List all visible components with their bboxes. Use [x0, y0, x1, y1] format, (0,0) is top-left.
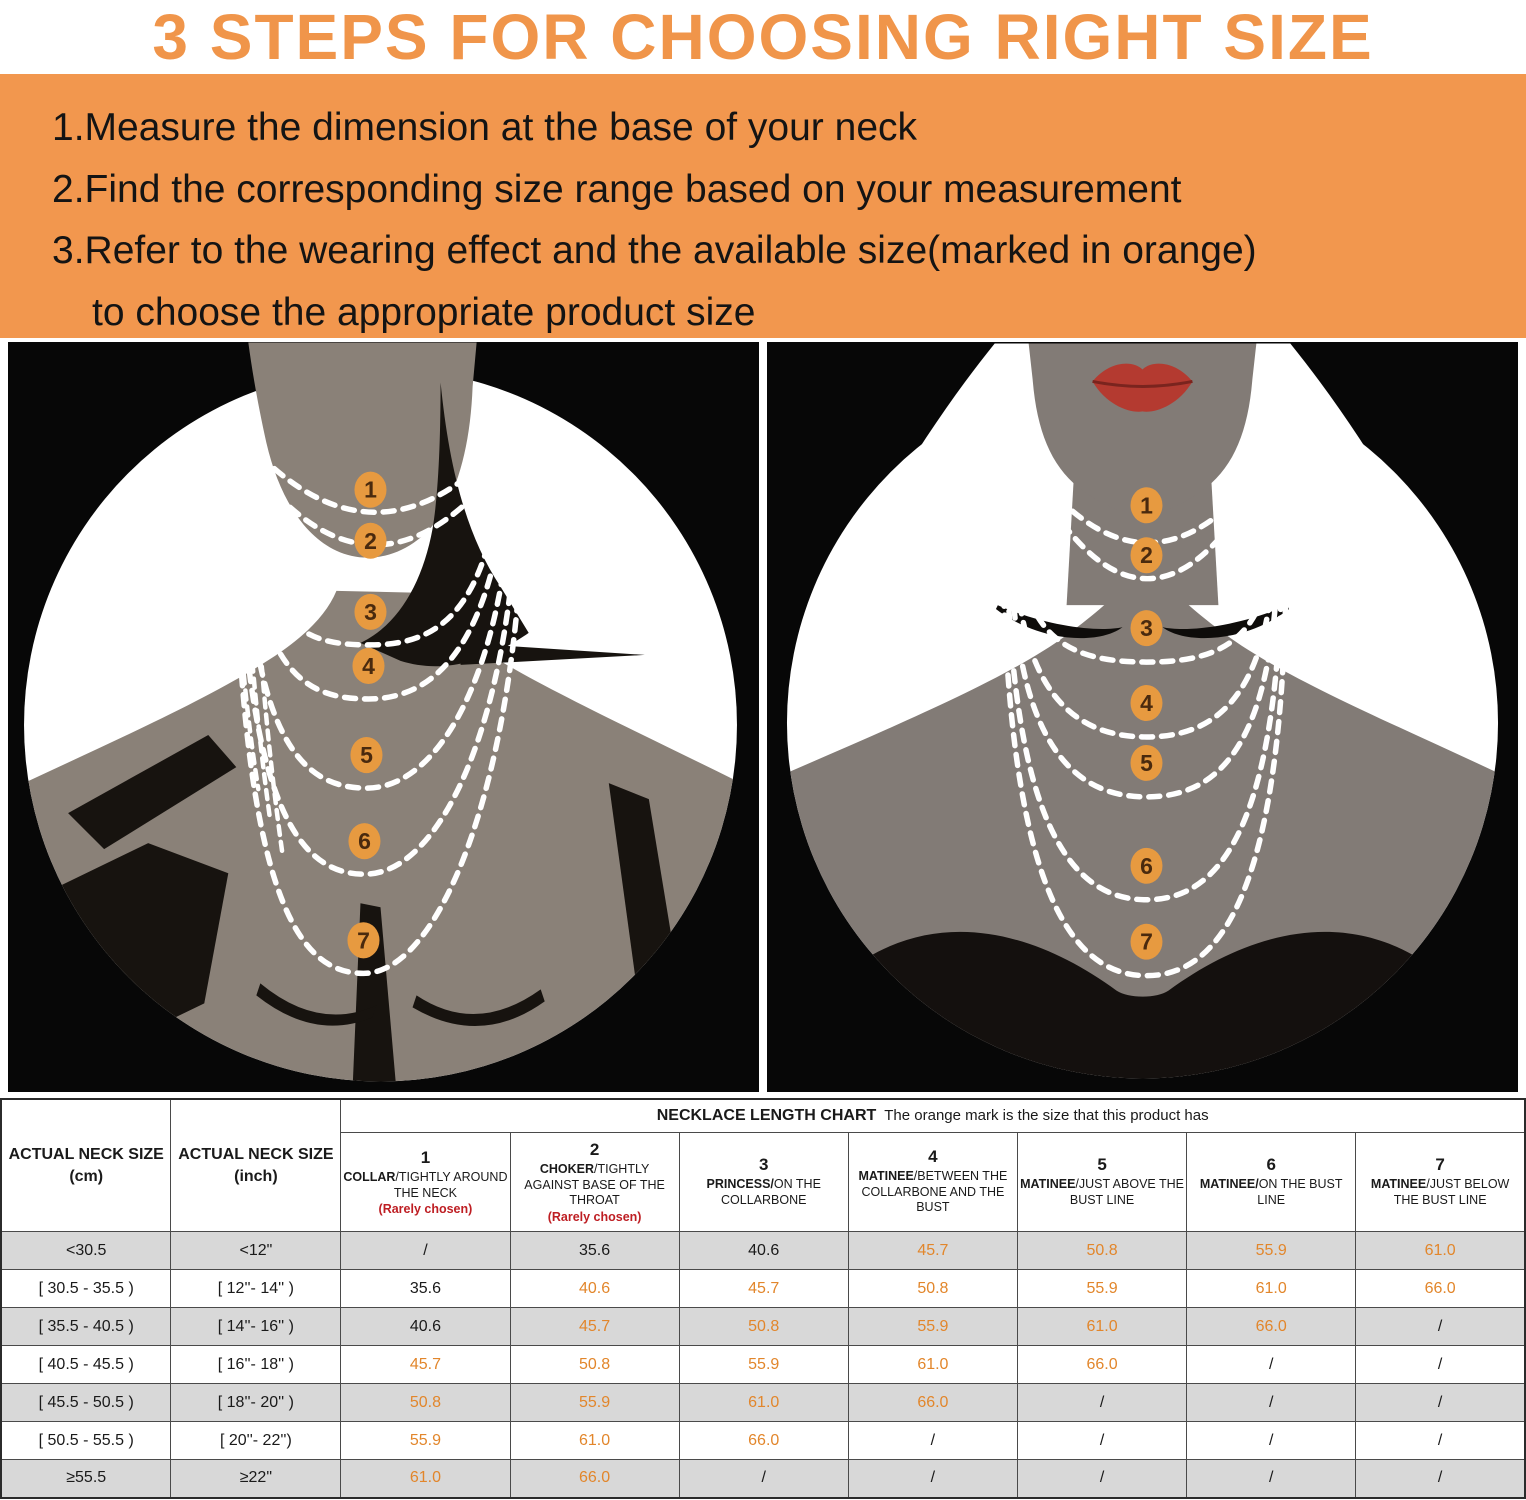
svg-text:1: 1 [364, 476, 377, 503]
length-value-cell: 50.8 [1017, 1232, 1186, 1270]
length-value-cell: 61.0 [848, 1346, 1017, 1384]
svg-text:7: 7 [1140, 928, 1153, 955]
length-value-cell: 66.0 [679, 1422, 848, 1460]
neck-size-inch-cell: [ 12''- 14'' ) [171, 1270, 341, 1308]
neck-size-cm-cell: <30.5 [1, 1232, 171, 1270]
length-value-cell: 61.0 [679, 1384, 848, 1422]
length-value-cell: 55.9 [1187, 1232, 1356, 1270]
length-value-cell: 45.7 [341, 1346, 510, 1384]
length-value-cell: 40.6 [341, 1308, 510, 1346]
length-value-cell: / [1017, 1460, 1186, 1498]
length-value-cell: / [1356, 1384, 1525, 1422]
col-header-princess: 3 PRINCESS/ON THE COLLARBONE [679, 1133, 848, 1232]
length-value-cell: 61.0 [1017, 1308, 1186, 1346]
length-value-cell: / [848, 1460, 1017, 1498]
svg-text:5: 5 [1140, 749, 1153, 776]
svg-text:2: 2 [364, 527, 377, 554]
neck-size-inch-cell: [ 14''- 16'' ) [171, 1308, 341, 1346]
svg-text:3: 3 [1140, 615, 1153, 642]
chart-band-header: NECKLACE LENGTH CHART The orange mark is the size that this product has [341, 1099, 1525, 1133]
svg-text:4: 4 [362, 652, 375, 679]
length-value-cell: / [341, 1232, 510, 1270]
length-value-cell: / [1017, 1384, 1186, 1422]
male-torso-illustration [8, 342, 759, 1092]
length-value-cell: 55.9 [341, 1422, 510, 1460]
table-row [1, 1460, 1525, 1498]
svg-text:2: 2 [1140, 542, 1153, 569]
neck-size-cm-cell: [ 40.5 - 45.5 ) [1, 1346, 171, 1384]
table-row [1, 1384, 1525, 1422]
svg-text:4: 4 [1140, 690, 1153, 717]
length-value-cell: / [1187, 1460, 1356, 1498]
col-header-matinee-above: 5 MATINEE/JUST ABOVE THE BUST LINE [1017, 1133, 1186, 1232]
length-value-cell: 35.6 [510, 1232, 679, 1270]
step-2: 2.Find the corresponding size range based on your measurement [52, 167, 1182, 211]
table-row [1, 1232, 1525, 1270]
length-value-cell: / [679, 1460, 848, 1498]
col-header-matinee-between: 4 MATINEE/BETWEEN THE COLLARBONE AND THE BUST [848, 1133, 1017, 1232]
length-value-cell: 40.6 [679, 1232, 848, 1270]
col-header-choker: 2 CHOKER/TIGHTLY AGAINST BASE OF THE THROAT (Rarely chosen) [510, 1133, 679, 1232]
svg-text:7: 7 [357, 927, 370, 954]
length-value-cell: / [1187, 1422, 1356, 1460]
svg-text:3: 3 [364, 598, 377, 625]
neck-size-inch-cell: [ 18''- 20'' ) [171, 1384, 341, 1422]
length-value-cell: 45.7 [679, 1270, 848, 1308]
svg-text:6: 6 [1140, 852, 1153, 879]
svg-text:5: 5 [360, 742, 373, 769]
length-value-cell: / [1356, 1460, 1525, 1498]
length-value-cell: / [848, 1422, 1017, 1460]
col-header-neck-inch: ACTUAL NECK SIZE (inch) [171, 1099, 341, 1232]
neck-size-cm-cell: ≥55.5 [1, 1460, 171, 1498]
table-row [1, 1308, 1525, 1346]
female-torso-illustration [767, 342, 1518, 1092]
length-value-cell: / [1356, 1422, 1525, 1460]
col-header-matinee-on: 6 MATINEE/ON THE BUST LINE [1187, 1133, 1356, 1232]
length-value-cell: 66.0 [1187, 1308, 1356, 1346]
length-value-cell: / [1017, 1422, 1186, 1460]
neck-size-inch-cell: [ 16''- 18'' ) [171, 1346, 341, 1384]
length-value-cell: 66.0 [510, 1460, 679, 1498]
length-value-cell: / [1187, 1346, 1356, 1384]
length-value-cell: 45.7 [510, 1308, 679, 1346]
length-value-cell: 55.9 [848, 1308, 1017, 1346]
table-row [1, 1270, 1525, 1308]
male-necklace-diagram [8, 342, 759, 1092]
svg-text:1: 1 [1140, 492, 1153, 519]
illustration-panels [0, 338, 1526, 1098]
length-value-cell: 40.6 [510, 1270, 679, 1308]
length-value-cell: 50.8 [848, 1270, 1017, 1308]
neck-size-cm-cell: [ 35.5 - 40.5 ) [1, 1308, 171, 1346]
col-header-collar: 1 COLLAR/TIGHTLY AROUND THE NECK (Rarely chosen) [341, 1133, 510, 1232]
length-value-cell: 61.0 [341, 1460, 510, 1498]
length-value-cell: 50.8 [510, 1346, 679, 1384]
female-necklace-diagram [767, 342, 1518, 1092]
table-row [1, 1422, 1525, 1460]
col-header-matinee-below: 7 MATINEE/JUST BELOW THE BUST LINE [1356, 1133, 1525, 1232]
length-value-cell: 61.0 [510, 1422, 679, 1460]
neck-size-cm-cell: [ 50.5 - 55.5 ) [1, 1422, 171, 1460]
length-value-cell: 55.9 [679, 1346, 848, 1384]
length-value-cell: 45.7 [848, 1232, 1017, 1270]
steps-banner [0, 74, 1526, 338]
neck-size-inch-cell: <12" [171, 1232, 341, 1270]
length-value-cell: 50.8 [341, 1384, 510, 1422]
neck-size-inch-cell: [ 20''- 22'') [171, 1422, 341, 1460]
length-value-cell: 66.0 [1017, 1346, 1186, 1384]
page-title: 3 STEPS FOR CHOOSING RIGHT SIZE [152, 1, 1374, 73]
neck-size-cm-cell: [ 30.5 - 35.5 ) [1, 1270, 171, 1308]
svg-text:6: 6 [358, 828, 371, 855]
length-value-cell: 55.9 [510, 1384, 679, 1422]
length-value-cell: 35.6 [341, 1270, 510, 1308]
length-value-cell: 66.0 [1356, 1270, 1525, 1308]
necklace-length-chart-table [0, 1098, 1526, 1499]
length-value-cell: / [1356, 1308, 1525, 1346]
length-value-cell: 61.0 [1187, 1270, 1356, 1308]
length-value-cell: 61.0 [1356, 1232, 1525, 1270]
col-header-neck-cm: ACTUAL NECK SIZE (cm) [1, 1099, 171, 1232]
length-value-cell: 55.9 [1017, 1270, 1186, 1308]
neck-size-inch-cell: ≥22" [171, 1460, 341, 1498]
step-1: 1.Measure the dimension at the base of your neck [52, 106, 918, 149]
header [0, 0, 1526, 74]
step-3-continued: to choose the appropriate product size [92, 290, 756, 334]
chart-body [1, 1232, 1525, 1498]
length-value-cell: 66.0 [848, 1384, 1017, 1422]
length-value-cell: / [1356, 1346, 1525, 1384]
neck-size-cm-cell: [ 45.5 - 50.5 ) [1, 1384, 171, 1422]
step-3: 3.Refer to the wearing effect and the available size(marked in orange) [52, 229, 1257, 273]
length-value-cell: / [1187, 1384, 1356, 1422]
table-row [1, 1346, 1525, 1384]
length-value-cell: 50.8 [679, 1308, 848, 1346]
